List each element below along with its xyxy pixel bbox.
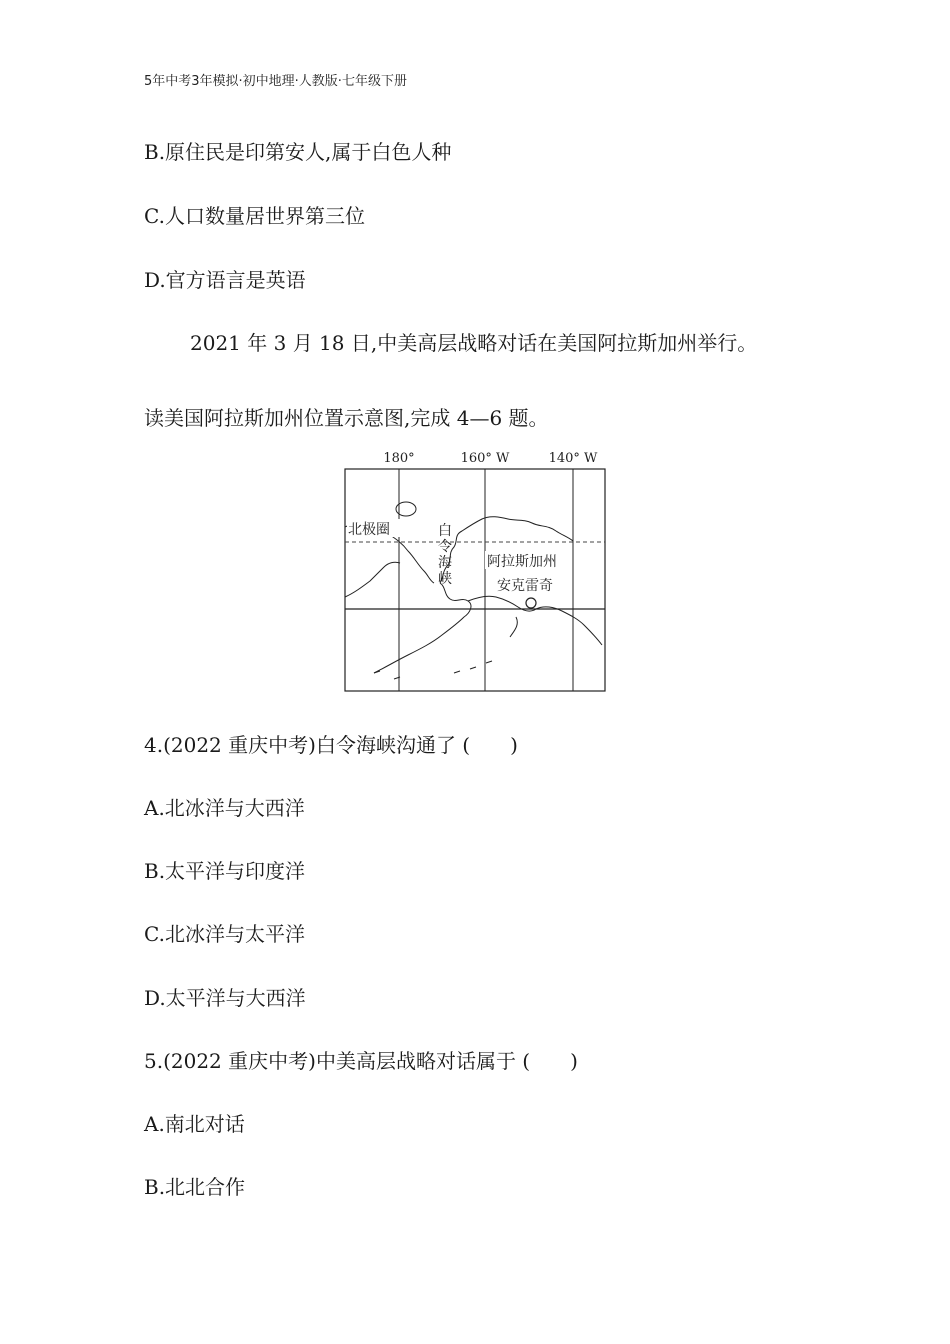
question-4-option-b: B.太平洋与印度洋 — [144, 859, 306, 883]
option-c-prev: C.人口数量居世界第三位 — [144, 204, 365, 228]
strait-label-3: 海 — [438, 555, 452, 571]
lon-label-160w: 160° W — [460, 451, 510, 466]
question-4-option-c: C.北冰洋与太平洋 — [144, 922, 305, 946]
page-header: 5年中考3年模拟·初中地理·人教版·七年级下册 — [144, 74, 407, 89]
question-5-option-b: B.北北合作 — [144, 1175, 246, 1199]
alaska-southwest-coast — [374, 583, 471, 673]
anchorage-marker — [526, 598, 536, 608]
lon-label-140w: 140° W — [548, 451, 598, 466]
question-5-option-a: A.南北对话 — [144, 1112, 245, 1136]
alaska-north-coast — [440, 517, 573, 583]
alaska-location-map — [344, 447, 607, 694]
lon-label-180: 180° — [383, 451, 415, 466]
kenai-peninsula — [510, 617, 517, 637]
option-d-prev: D.官方语言是英语 — [144, 268, 306, 292]
question-4-stem: 4.(2022 重庆中考)白令海峡沟通了 ( ) — [144, 733, 518, 757]
strait-label-1: 白 — [438, 523, 452, 539]
intro-paragraph: 2021 年 3 月 18 日,中美高层战略对话在美国阿拉斯加州举行。 — [190, 331, 758, 355]
map-frame — [345, 469, 605, 691]
city-label: 安克雷奇 — [497, 578, 553, 594]
option-b-prev: B.原住民是印第安人,属于白色人种 — [144, 140, 452, 164]
question-4-option-d: D.太平洋与大西洋 — [144, 986, 306, 1010]
arctic-circle-label: 北极圈 — [348, 522, 390, 538]
question-5-stem: 5.(2022 重庆中考)中美高层战略对话属于 ( ) — [144, 1049, 578, 1073]
strait-label-2: 令 — [438, 539, 452, 555]
instruction: 读美国阿拉斯加州位置示意图,完成 4—6 题。 — [144, 406, 549, 430]
state-label: 阿拉斯加州 — [487, 554, 557, 570]
asia-south-coast — [345, 562, 400, 597]
strait-label-4: 峡 — [438, 571, 452, 587]
question-4-option-a: A.北冰洋与大西洋 — [144, 796, 305, 820]
